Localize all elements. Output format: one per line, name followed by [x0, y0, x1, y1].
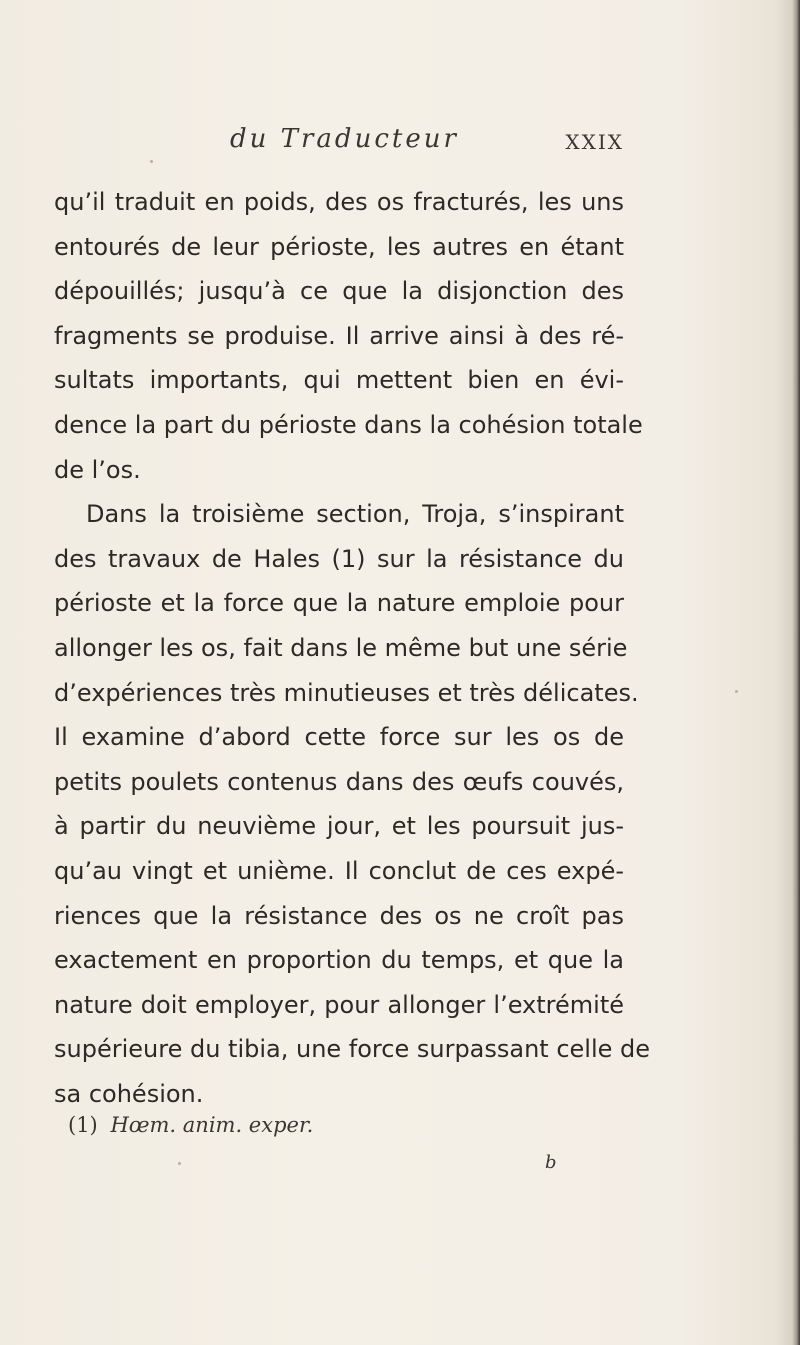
text-line: dence la part du périoste dans la cohésion totale: [54, 410, 643, 439]
footnote-marker: (1): [68, 1113, 98, 1137]
text-line: entourés de leur périoste, les autres en étant: [54, 232, 624, 261]
text-line: qu’au vingt et unième. Il conclut de ces expé-: [54, 856, 624, 885]
paper-speck: [150, 160, 153, 163]
text-line: petits poulets contenus dans des œufs couvés,: [54, 767, 624, 796]
text-line: périoste et la force que la nature emploie pour: [54, 589, 624, 618]
paper-speck: [178, 1162, 181, 1165]
page-number: XXIX: [565, 130, 624, 154]
text-line: d’expériences très minutieuses et très délicates.: [54, 678, 639, 707]
text-line: exactement en proportion du temps, et que la: [54, 946, 624, 975]
text-line: dépouillés; jusqu’à ce que la disjonction des: [54, 277, 624, 306]
text-line: fragments se produise. Il arrive ainsi à des ré-: [54, 321, 624, 350]
text-line: des travaux de Hales (1) sur la résistance du: [54, 544, 624, 573]
text-line: Il examine d’abord cette force sur les os de: [54, 723, 624, 752]
body-text: [54, 180, 651, 1116]
text-line: Dans la troisième section, Troja, s’inspirant: [86, 500, 624, 529]
text-line: allonger les os, fait dans le même but une série: [54, 633, 628, 662]
text-line: sa cohésion.: [54, 1079, 204, 1108]
page-edge-shadow: [792, 0, 800, 1345]
footnote-text: Hœm. anim. exper.: [110, 1113, 314, 1137]
footnote: [68, 1113, 313, 1137]
text-line: sultats importants, qui mettent bien en évi-: [54, 366, 624, 395]
text-line: riences que la résistance des os ne croît pas: [54, 901, 624, 930]
signature-mark: b: [545, 1152, 557, 1173]
running-head: du Traducteur: [230, 124, 459, 154]
text-line: supérieure du tibia, une force surpassant celle de: [54, 1035, 651, 1064]
text-line: de l’os.: [54, 455, 141, 484]
text-line: à partir du neuvième jour, et les poursuit jus-: [54, 812, 624, 841]
text-line: qu’il traduit en poids, des os fracturés, les uns: [54, 188, 624, 216]
paper-speck: [735, 690, 738, 693]
text-line: nature doit employer, pour allonger l’extrémité: [54, 990, 624, 1019]
page-header: [54, 124, 624, 160]
